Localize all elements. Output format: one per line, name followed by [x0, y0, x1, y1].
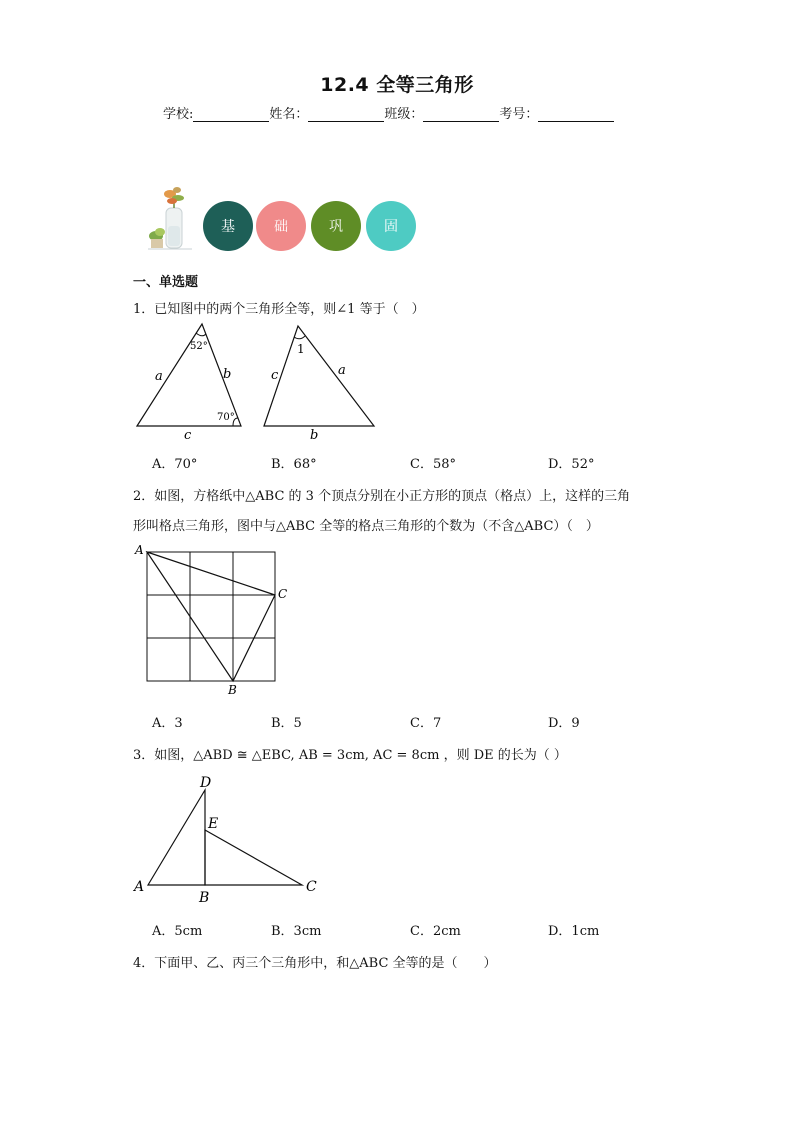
q1-option-a[interactable]: A．70°	[152, 457, 198, 472]
q1-t1-side-a: a	[155, 369, 163, 384]
badge-text: 固	[384, 219, 398, 235]
q3-label-a: A	[134, 879, 145, 895]
q2-option-c[interactable]: C．7	[410, 716, 442, 731]
exam-no-blank[interactable]	[538, 107, 614, 122]
q1-t2-side-a: a	[338, 363, 346, 378]
section-title: 一、单选题	[133, 275, 199, 290]
plant-vase-icon	[148, 186, 194, 254]
school-label: 学校:	[163, 107, 194, 122]
q1-t1-side-b: b	[223, 367, 232, 382]
q3-triangle-ebc	[205, 830, 302, 885]
badge-text: 础	[274, 219, 288, 235]
exam-no-label: 考号：	[499, 107, 539, 122]
q3-option-d[interactable]: D．1cm	[548, 924, 600, 939]
class-label: 班级：	[384, 107, 424, 122]
q1-angle-arc	[294, 336, 305, 339]
page-title: 12.4 全等三角形	[320, 74, 474, 96]
q3-option-a[interactable]: A．5cm	[152, 924, 203, 939]
badge-chu	[256, 201, 306, 251]
q3-label-c: C	[306, 879, 317, 895]
school-blank[interactable]	[193, 107, 269, 122]
q2-label-c: C	[278, 587, 288, 601]
q4-stem: 4．下面甲、乙、丙三个三角形中，和△ABC 全等的是（ ）	[133, 956, 497, 971]
q1-t2-side-c: c	[271, 368, 279, 383]
q2-stem-line2: 形叫格点三角形，图中与△ABC 全等的格点三角形的个数为（不含△ABC）（ ）	[133, 519, 599, 534]
q3-label-b: B	[199, 890, 210, 906]
q2-label-b: B	[228, 683, 237, 697]
q2-option-d[interactable]: D．9	[548, 716, 580, 731]
name-blank[interactable]	[308, 107, 384, 122]
q2-label-a: A	[135, 543, 144, 557]
badge-gu	[366, 201, 416, 251]
q1-figure	[130, 318, 390, 448]
badge-ji	[203, 201, 253, 251]
q3-option-c[interactable]: C．2cm	[410, 924, 461, 939]
q1-option-c[interactable]: C．58°	[410, 457, 456, 472]
student-info-line	[163, 103, 614, 122]
q1-option-b[interactable]: B．68°	[271, 457, 317, 472]
q3-triangle-abd	[148, 790, 205, 885]
q3-label-d: D	[200, 775, 212, 791]
badge-gong	[311, 201, 361, 251]
q1-t1-right-angle: 70°	[217, 412, 235, 423]
q1-stem: 1．已知图中的两个三角形全等，则∠1 等于（ ）	[133, 302, 425, 317]
q3-figure	[130, 770, 330, 910]
class-blank[interactable]	[423, 107, 499, 122]
q1-t2-angle-1: 1	[297, 342, 305, 356]
q3-stem: 3．如图，△ABD ≅ △EBC, AB = 3cm, AC = 8cm ，则 DE 的长为（ ）	[133, 748, 567, 763]
q2-stem-line1: 2．如图，方格纸中△ABC 的 3 个顶点分别在小正方形的顶点（格点）上，这样的三角	[133, 489, 631, 504]
badge-text: 基	[221, 219, 235, 235]
q1-triangle-2	[264, 326, 374, 426]
q1-t1-top-angle: 52°	[190, 341, 208, 352]
q1-t2-side-b: b	[310, 428, 319, 443]
q2-figure	[132, 540, 297, 700]
badge-text: 巩	[329, 219, 343, 235]
name-label: 姓名：	[269, 107, 309, 122]
q3-label-e: E	[208, 816, 219, 832]
q2-option-a[interactable]: A．3	[152, 716, 183, 731]
q1-angle-arc	[196, 333, 206, 336]
q1-t1-side-c: c	[184, 428, 192, 443]
q2-option-b[interactable]: B．5	[271, 716, 302, 731]
q3-option-b[interactable]: B．3cm	[271, 924, 322, 939]
q2-triangle-abc	[147, 552, 275, 681]
q2-grid	[147, 552, 275, 681]
q1-option-d[interactable]: D．52°	[548, 457, 595, 472]
